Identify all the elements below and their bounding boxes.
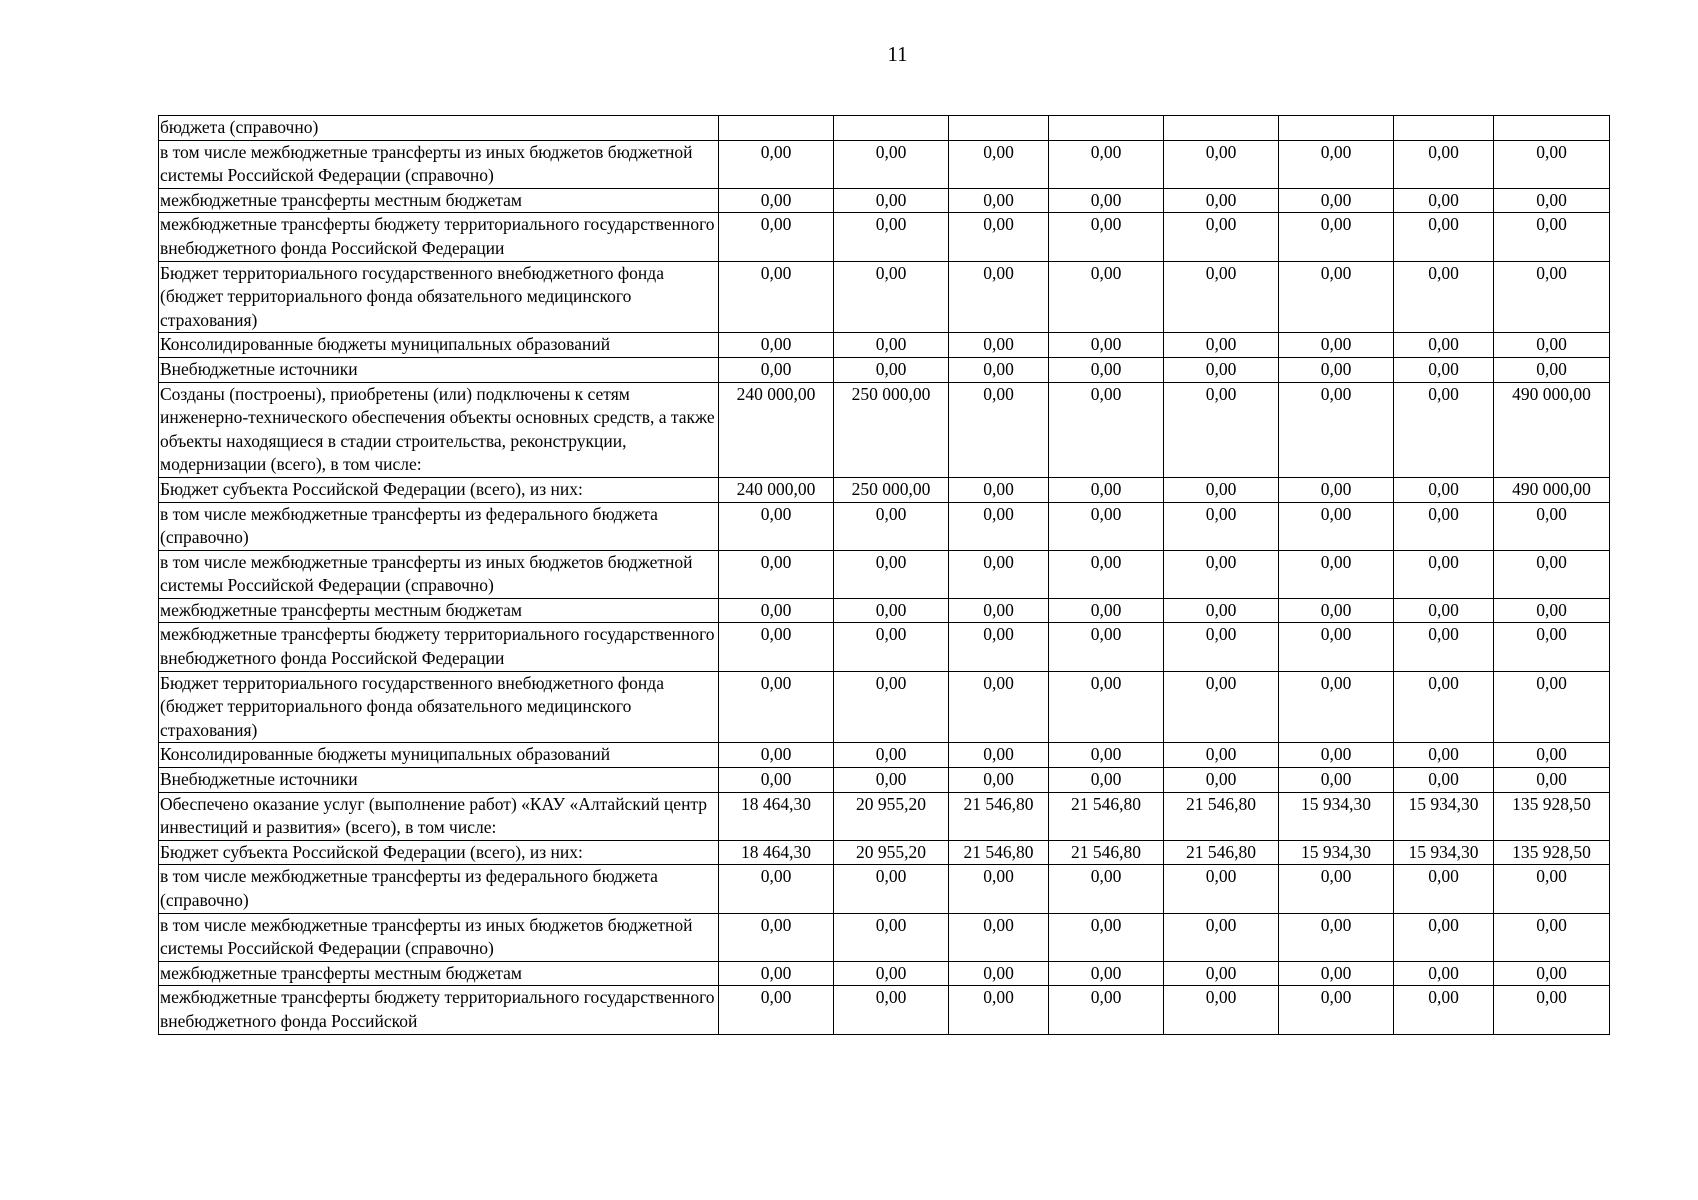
value-cell: 135 928,50 [1494,840,1610,865]
value-cell: 0,00 [949,598,1049,623]
row-label: межбюджетные трансферты местным бюджетам [159,961,719,986]
value-cell: 20 955,20 [834,840,949,865]
value-cell: 0,00 [1494,357,1610,382]
value-cell: 0,00 [834,357,949,382]
value-cell: 0,00 [1049,261,1164,333]
value-cell: 0,00 [1164,357,1279,382]
value-cell: 0,00 [1494,502,1610,550]
value-cell: 21 546,80 [949,792,1049,840]
value-cell: 0,00 [1394,671,1494,743]
value-cell: 0,00 [719,140,834,188]
value-cell: 0,00 [1049,865,1164,913]
value-cell: 0,00 [834,961,949,986]
value-cell: 0,00 [1279,213,1394,261]
value-cell: 0,00 [719,913,834,961]
row-label: в том числе межбюджетные трансферты из иных бюджетов бюджетной системы Российской Федерации (справочно) [159,550,719,598]
value-cell: 0,00 [1049,623,1164,671]
value-cell: 0,00 [719,333,834,358]
value-cell: 0,00 [719,986,834,1034]
table-row [159,140,1610,188]
value-cell: 0,00 [834,333,949,358]
row-label: Бюджет территориального государственного внебюджетного фонда (бюджет территориального фонда обязательного медицинского страхования) [159,261,719,333]
value-cell: 0,00 [1164,743,1279,768]
value-cell [949,116,1049,141]
value-cell: 0,00 [949,623,1049,671]
table-row [159,188,1610,213]
value-cell: 0,00 [1279,140,1394,188]
row-label: в том числе межбюджетные трансферты из иных бюджетов бюджетной системы Российской Федерации (справочно) [159,140,719,188]
value-cell: 0,00 [1494,188,1610,213]
value-cell: 21 546,80 [1049,792,1164,840]
value-cell: 0,00 [1164,213,1279,261]
value-cell: 15 934,30 [1394,840,1494,865]
row-label: межбюджетные трансферты бюджету территориального государственного внебюджетного фонда Российской Федерации [159,213,719,261]
value-cell: 0,00 [1394,188,1494,213]
value-cell: 0,00 [1164,333,1279,358]
value-cell: 0,00 [949,261,1049,333]
table-row [159,598,1610,623]
table-row [159,550,1610,598]
value-cell: 0,00 [1394,477,1494,502]
value-cell: 0,00 [834,213,949,261]
value-cell: 0,00 [719,768,834,793]
value-cell: 240 000,00 [719,477,834,502]
value-cell: 0,00 [1394,382,1494,477]
row-label: Внебюджетные источники [159,768,719,793]
value-cell: 0,00 [719,623,834,671]
value-cell: 18 464,30 [719,792,834,840]
value-cell: 0,00 [949,357,1049,382]
value-cell: 0,00 [1049,357,1164,382]
value-cell: 250 000,00 [834,477,949,502]
value-cell: 0,00 [834,768,949,793]
value-cell: 0,00 [834,188,949,213]
value-cell: 0,00 [949,188,1049,213]
value-cell: 0,00 [719,671,834,743]
value-cell: 0,00 [1394,502,1494,550]
value-cell: 0,00 [1279,357,1394,382]
row-label: в том числе межбюджетные трансферты из федерального бюджета (справочно) [159,865,719,913]
value-cell: 0,00 [1279,623,1394,671]
table-row [159,840,1610,865]
value-cell: 0,00 [949,333,1049,358]
value-cell [1494,116,1610,141]
value-cell: 21 546,80 [949,840,1049,865]
value-cell: 0,00 [1494,986,1610,1034]
value-cell: 0,00 [1049,768,1164,793]
table-row [159,913,1610,961]
value-cell: 0,00 [1394,961,1494,986]
table-row [159,865,1610,913]
value-cell: 0,00 [949,986,1049,1034]
value-cell: 0,00 [1164,671,1279,743]
value-cell [834,116,949,141]
value-cell: 0,00 [1394,865,1494,913]
value-cell: 0,00 [1394,743,1494,768]
value-cell: 0,00 [1049,550,1164,598]
table-row [159,116,1610,141]
table-row [159,477,1610,502]
value-cell: 0,00 [1049,382,1164,477]
value-cell: 0,00 [1394,768,1494,793]
value-cell: 240 000,00 [719,382,834,477]
row-label: межбюджетные трансферты бюджету территориального государственного внебюджетного фонда Российской Федерации [159,623,719,671]
budget-table [158,115,1610,1035]
value-cell: 0,00 [1494,333,1610,358]
value-cell: 0,00 [1394,598,1494,623]
row-label: межбюджетные трансферты местным бюджетам [159,598,719,623]
value-cell: 0,00 [1279,550,1394,598]
value-cell: 15 934,30 [1394,792,1494,840]
table-body [159,116,1610,1035]
value-cell: 0,00 [1494,743,1610,768]
value-cell: 0,00 [1049,913,1164,961]
value-cell: 250 000,00 [834,382,949,477]
value-cell: 0,00 [1279,961,1394,986]
value-cell: 0,00 [1394,213,1494,261]
value-cell: 18 464,30 [719,840,834,865]
table-row [159,261,1610,333]
value-cell: 0,00 [1164,502,1279,550]
table-row [159,986,1610,1034]
value-cell: 0,00 [1279,333,1394,358]
value-cell: 0,00 [1164,550,1279,598]
row-label: Бюджет субъекта Российской Федерации (всего), из них: [159,477,719,502]
value-cell: 15 934,30 [1279,840,1394,865]
value-cell: 0,00 [1049,502,1164,550]
value-cell: 0,00 [1279,986,1394,1034]
value-cell: 0,00 [719,188,834,213]
page-number: 11 [887,42,908,66]
value-cell: 0,00 [719,213,834,261]
value-cell: 0,00 [1279,671,1394,743]
table-row [159,792,1610,840]
value-cell [1279,116,1394,141]
value-cell [1394,116,1494,141]
value-cell: 0,00 [1394,623,1494,671]
value-cell: 0,00 [1164,768,1279,793]
value-cell: 0,00 [1494,550,1610,598]
value-cell: 0,00 [1279,598,1394,623]
value-cell: 0,00 [1494,261,1610,333]
row-label: в том числе межбюджетные трансферты из иных бюджетов бюджетной системы Российской Федерации (справочно) [159,913,719,961]
row-label: Обеспечено оказание услуг (выполнение работ) «КАУ «Алтайский центр инвестиций и развития» (всего), в том числе: [159,792,719,840]
value-cell: 0,00 [1394,261,1494,333]
row-label: Консолидированные бюджеты муниципальных образований [159,743,719,768]
value-cell: 0,00 [1394,357,1494,382]
value-cell: 0,00 [1494,623,1610,671]
value-cell: 0,00 [1279,913,1394,961]
value-cell: 0,00 [1164,986,1279,1034]
value-cell: 0,00 [1494,913,1610,961]
value-cell: 0,00 [1279,188,1394,213]
value-cell: 0,00 [834,913,949,961]
value-cell: 0,00 [1164,865,1279,913]
value-cell: 0,00 [719,261,834,333]
value-cell: 0,00 [1494,140,1610,188]
value-cell: 0,00 [1164,598,1279,623]
value-cell: 0,00 [1279,477,1394,502]
value-cell: 0,00 [1164,623,1279,671]
value-cell: 0,00 [1279,502,1394,550]
value-cell: 0,00 [1394,140,1494,188]
value-cell: 0,00 [1049,188,1164,213]
value-cell: 0,00 [1279,768,1394,793]
value-cell: 0,00 [834,623,949,671]
value-cell: 0,00 [834,671,949,743]
table-row [159,623,1610,671]
table-row [159,333,1610,358]
value-cell: 0,00 [1394,333,1494,358]
value-cell: 0,00 [1394,550,1494,598]
table-row [159,382,1610,477]
row-label: Внебюджетные источники [159,357,719,382]
value-cell: 0,00 [1279,865,1394,913]
value-cell: 0,00 [949,913,1049,961]
table-row [159,213,1610,261]
value-cell: 0,00 [719,865,834,913]
value-cell: 0,00 [1049,333,1164,358]
value-cell: 15 934,30 [1279,792,1394,840]
value-cell: 21 546,80 [1164,792,1279,840]
value-cell: 0,00 [1049,986,1164,1034]
value-cell: 0,00 [719,743,834,768]
value-cell: 0,00 [1049,671,1164,743]
table-row [159,671,1610,743]
value-cell: 0,00 [1494,961,1610,986]
value-cell: 0,00 [949,671,1049,743]
value-cell: 0,00 [1279,261,1394,333]
table-row [159,743,1610,768]
value-cell: 0,00 [1164,382,1279,477]
value-cell: 135 928,50 [1494,792,1610,840]
value-cell: 0,00 [949,865,1049,913]
table-row [159,357,1610,382]
value-cell: 0,00 [1279,382,1394,477]
row-label: межбюджетные трансферты бюджету территориального государственного внебюджетного фонда Российской [159,986,719,1034]
value-cell: 0,00 [719,550,834,598]
value-cell: 0,00 [949,961,1049,986]
value-cell: 0,00 [949,140,1049,188]
value-cell: 21 546,80 [1164,840,1279,865]
value-cell [1164,116,1279,141]
row-label: бюджета (справочно) [159,116,719,141]
table-row [159,502,1610,550]
value-cell: 21 546,80 [1049,840,1164,865]
value-cell: 0,00 [949,550,1049,598]
row-label: Бюджет субъекта Российской Федерации (всего), из них: [159,840,719,865]
value-cell: 0,00 [1049,743,1164,768]
value-cell: 0,00 [834,502,949,550]
value-cell: 0,00 [719,598,834,623]
value-cell: 0,00 [1049,140,1164,188]
value-cell: 490 000,00 [1494,477,1610,502]
value-cell: 0,00 [1164,261,1279,333]
value-cell: 0,00 [1164,140,1279,188]
table-row [159,961,1610,986]
value-cell: 0,00 [1164,961,1279,986]
row-label: межбюджетные трансферты местным бюджетам [159,188,719,213]
value-cell: 0,00 [834,140,949,188]
value-cell: 0,00 [949,768,1049,793]
value-cell: 0,00 [834,550,949,598]
row-label: Бюджет территориального государственного внебюджетного фонда (бюджет территориального фонда обязательного медицинского страхования) [159,671,719,743]
value-cell: 0,00 [1394,986,1494,1034]
value-cell: 0,00 [719,961,834,986]
table-row [159,768,1610,793]
value-cell: 0,00 [1394,913,1494,961]
value-cell [1049,116,1164,141]
value-cell: 0,00 [719,357,834,382]
value-cell: 0,00 [1494,213,1610,261]
value-cell: 0,00 [949,213,1049,261]
value-cell: 0,00 [719,502,834,550]
value-cell: 0,00 [1049,598,1164,623]
value-cell: 490 000,00 [1494,382,1610,477]
value-cell: 0,00 [1279,743,1394,768]
value-cell: 0,00 [1494,598,1610,623]
value-cell: 0,00 [834,743,949,768]
value-cell: 0,00 [1049,477,1164,502]
value-cell: 0,00 [949,382,1049,477]
value-cell: 0,00 [834,261,949,333]
row-label: в том числе межбюджетные трансферты из федерального бюджета (справочно) [159,502,719,550]
value-cell: 0,00 [1494,768,1610,793]
value-cell: 0,00 [834,865,949,913]
value-cell: 0,00 [1049,213,1164,261]
value-cell [719,116,834,141]
value-cell: 20 955,20 [834,792,949,840]
value-cell: 0,00 [1164,188,1279,213]
value-cell: 0,00 [1164,477,1279,502]
value-cell: 0,00 [834,598,949,623]
value-cell: 0,00 [1494,865,1610,913]
value-cell: 0,00 [1494,671,1610,743]
row-label: Консолидированные бюджеты муниципальных образований [159,333,719,358]
value-cell: 0,00 [1164,913,1279,961]
value-cell: 0,00 [949,477,1049,502]
value-cell: 0,00 [949,502,1049,550]
row-label: Созданы (построены), приобретены (или) подключены к сетям инженерно-технического обеспечения объекты основных средств, а также объекты находящиеся в стадии строительства, реконструкции, модернизации (всего), в том числе: [159,382,719,477]
value-cell: 0,00 [834,986,949,1034]
value-cell: 0,00 [949,743,1049,768]
value-cell: 0,00 [1049,961,1164,986]
